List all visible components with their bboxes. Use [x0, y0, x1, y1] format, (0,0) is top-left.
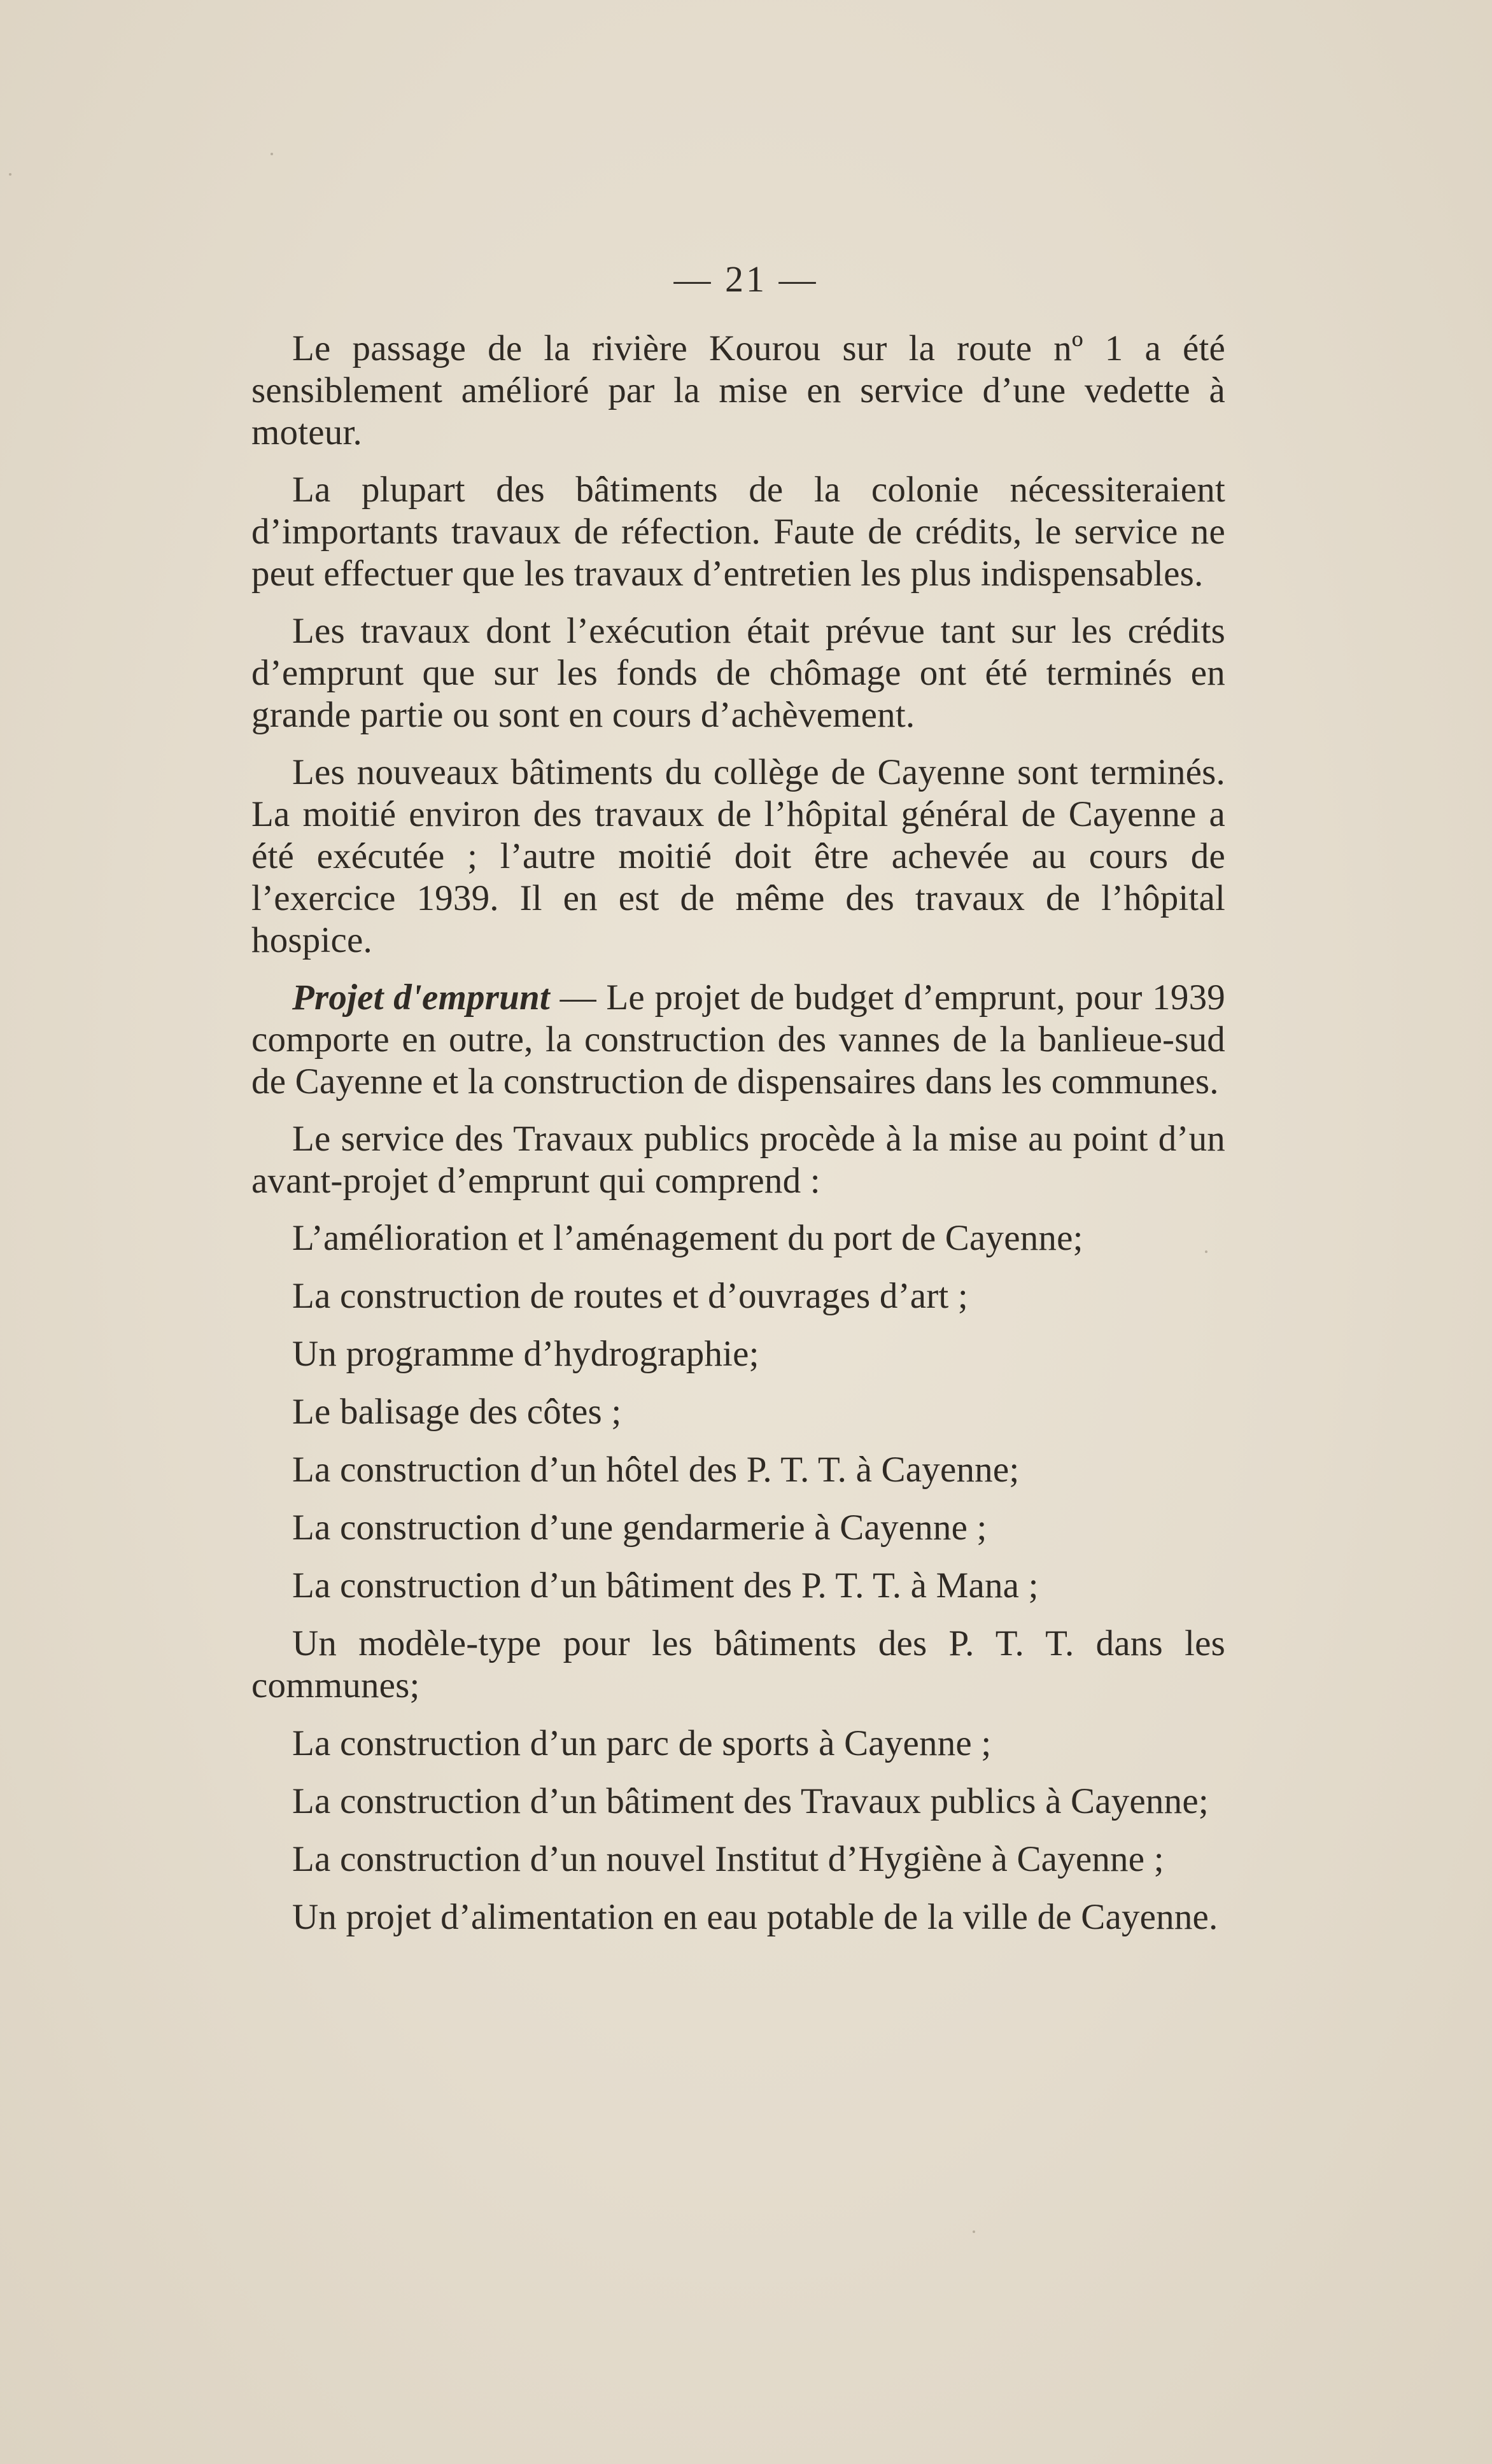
- paper-speck: [9, 173, 11, 176]
- list-item: Un programme d’hydrographie;: [292, 1334, 759, 1374]
- paper-speck: [973, 2230, 975, 2233]
- list-item: La construction d’un nouvel Institut d’Hygiène à Cayenne ;: [292, 1839, 1164, 1879]
- body-text: [251, 328, 1225, 1954]
- list-item: La construction de routes et d’ouvrages d’art ;: [292, 1276, 968, 1316]
- paragraph-travaux: Les travaux dont l’exécution était prévue tant sur les crédits d’emprunt que sur les fonds de chômage ont été terminés en grande partie ou sont en cours d’achèvement.: [251, 611, 1225, 735]
- list-item: La construction d’un bâtiment des P. T. T. à Mana ;: [292, 1565, 1039, 1606]
- page-number: — 21 —: [673, 258, 819, 300]
- paragraph-avant-projet: Le service des Travaux publics procède à la mise au point d’un avant-projet d’emprunt qui comprend :: [251, 1119, 1225, 1201]
- list-item: La construction d’une gendarmerie à Cayenne ;: [292, 1508, 987, 1548]
- paper-speck: [1205, 1250, 1207, 1253]
- list-item: La construction d’un parc de sports à Cayenne ;: [292, 1723, 992, 1763]
- paper-speck: [271, 153, 273, 155]
- list-item: La construction d’un bâtiment des Travaux publics à Cayenne;: [292, 1781, 1209, 1821]
- list-item: Le balisage des côtes ;: [292, 1392, 622, 1432]
- paragraph-college: Les nouveaux bâtiments du collège de Cayenne sont terminés. La moitié environ des travaux de l’hôpital général de Cayenne a été exécutée ; l’autre moitié doit être achevée au cours de l’exercice 1939. Il en est de même des travaux de l’hôpital hospice.: [251, 752, 1225, 960]
- paragraph-projet-emprunt: [251, 977, 1225, 1103]
- list-item: L’amélioration et l’aménagement du port de Cayenne;: [292, 1218, 1083, 1258]
- paragraph-projet-emprunt-text: — Le projet de budget d’emprunt, pour 1939 comporte en outre, la construction des vannes de la banlieue-sud de Cayenne et la construction de dispensaires dans les communes.: [251, 977, 1225, 1102]
- paragraph-kourou: Le passage de la rivière Kourou sur la route nº 1 a été sensiblement amélioré par la mise en service d’une vedette à moteur.: [251, 328, 1225, 452]
- list-item: Un modèle-type pour les bâtiments des P. T. T. dans les communes;: [251, 1623, 1225, 1705]
- list-item: Un projet d’alimentation en eau potable de la ville de Cayenne.: [292, 1897, 1218, 1937]
- paragraph-batiments: La plupart des bâtiments de la colonie nécessiteraient d’importants travaux de réfection. Faute de crédits, le service ne peut effectuer que les travaux d’entretien les plus indispensables.: [251, 470, 1225, 594]
- section-title: Projet d'emprunt: [292, 977, 550, 1018]
- list-item: La construction d’un hôtel des P. T. T. à Cayenne;: [292, 1450, 1020, 1490]
